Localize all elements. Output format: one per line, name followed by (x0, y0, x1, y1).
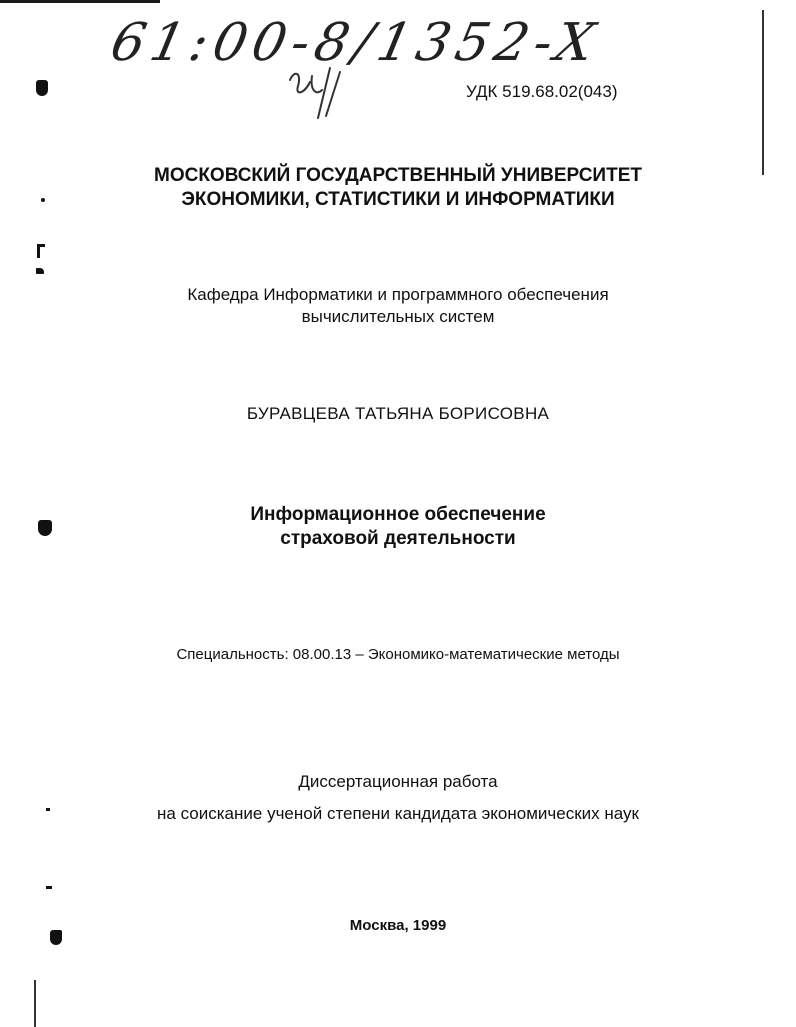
work-type-line-2: на соискание ученой степени кандидата экономических наук (157, 804, 639, 823)
binding-mark (46, 886, 52, 889)
handwritten-signature (280, 60, 380, 122)
department-line-1: Кафедра Информатики и программного обеспечения (187, 285, 609, 304)
archive-code-handwritten: 61:00-8/1352-X (105, 13, 606, 73)
work-type (0, 766, 796, 830)
specialty: Специальность: 08.00.13 – Экономико-математические методы (176, 646, 620, 663)
binding-mark (36, 268, 44, 274)
university-name (0, 164, 796, 212)
university-line-2: ЭКОНОМИКИ, СТАТИСТИКИ И ИНФОРМАТИКИ (181, 189, 615, 210)
scan-edge-right (762, 10, 764, 175)
binding-mark (36, 80, 48, 96)
scan-edge-top (0, 0, 160, 3)
thesis-title (0, 503, 796, 551)
city-year: Москва, 1999 (349, 917, 447, 934)
work-type-line-1: Диссертационная работа (298, 772, 498, 791)
university-line-1: МОСКОВСКИЙ ГОСУДАРСТВЕННЫЙ УНИВЕРСИТЕТ (154, 165, 642, 186)
author-name: БУРАВЦЕВА ТАТЬЯНА БОРИСОВНА (246, 404, 550, 423)
department-name (0, 284, 796, 328)
title-line-2: страховой деятельности (280, 528, 516, 549)
udc-code: УДК 519.68.02(043) (466, 82, 618, 101)
scan-edge-left (34, 980, 36, 1027)
binding-mark (37, 244, 40, 258)
title-line-1: Информационное обеспечение (250, 504, 546, 525)
department-line-2: вычислительных систем (301, 307, 495, 326)
